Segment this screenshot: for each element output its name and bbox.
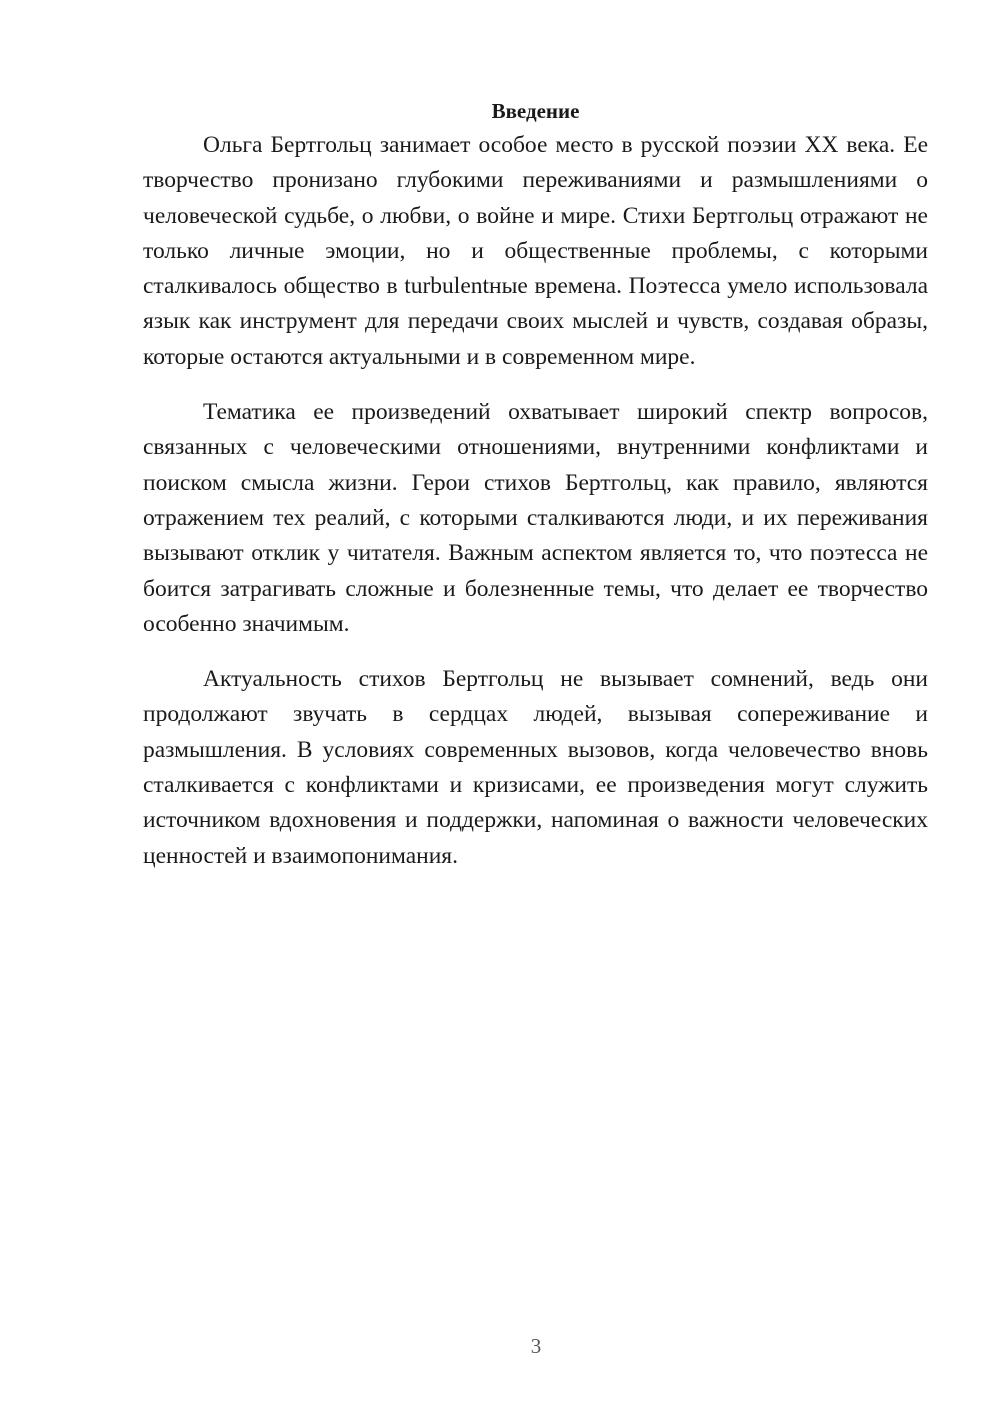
- paragraph-1: Ольга Бертгольц занимает особое место в русской поэзии XX века. Ее творчество пронизано глубокими переживаниями и размышлениями о человеческой судьбе, о любви, о войне и мире. Стихи Бертгольц отражают не только личные эмоции, но и общественные проблемы, с которыми сталкивалось общество в turbulentные времена. Поэтесса умело использовала язык как инструмент для передачи своих мыслей и чувств, создавая образы, которые остаются актуальными и в современном мире.: [143, 132, 928, 370]
- page-number: 3: [530, 1334, 542, 1358]
- paragraph-2: Тематика ее произведений охватывает широкий спектр вопросов, связанных с человеческими отношениями, внутренними конфликтами и поиском смысла жизни. Герои стихов Бертгольц, как правило, являются отражением тех реалий, с которыми сталкиваются люди, и их переживания вызывают отклик у читателя. Важным аспектом является то, что поэтесса не боится затрагивать сложные и болезненные темы, что делает ее творчество особенно значимым.: [143, 399, 928, 637]
- section-title: Введение: [491, 99, 580, 123]
- paragraph-3: Актуальность стихов Бертгольц не вызывает сомнений, ведь они продолжают звучать в сердцах людей, вызывая сопереживание и размышления. В условиях современных вызовов, когда человечество вновь сталкивается с конфликтами и кризисами, ее произведения могут служить источником вдохновения и поддержки, напоминая о важности человеческих ценностей и взаимопонимания.: [143, 666, 928, 869]
- document-page: [143, 96, 928, 894]
